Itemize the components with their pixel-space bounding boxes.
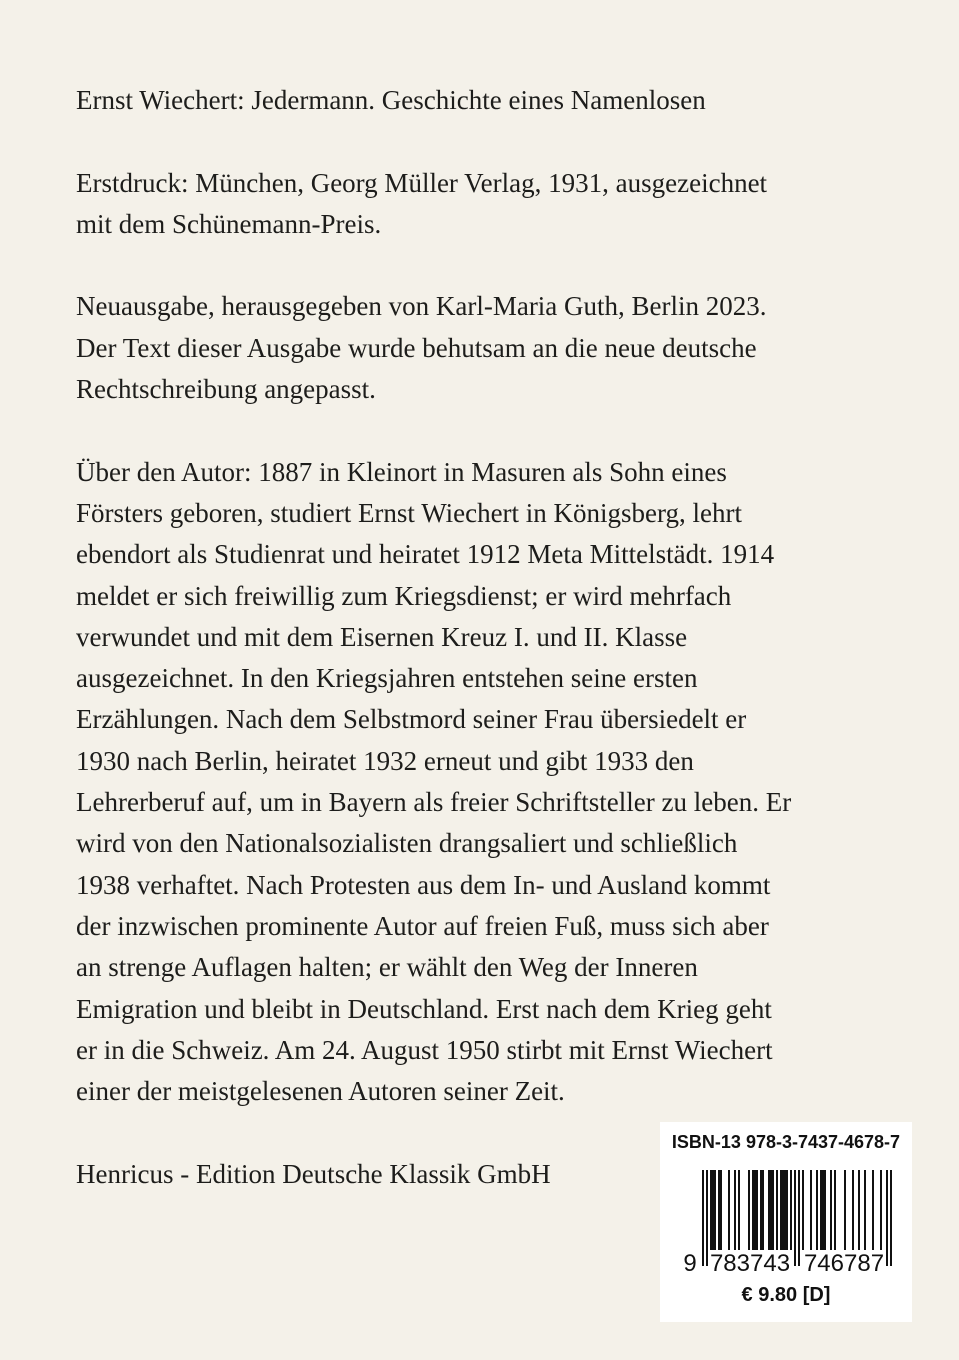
barcode-bar: [824, 1170, 826, 1250]
barcode-bar: [782, 1170, 784, 1250]
barcode-bar: [890, 1170, 892, 1266]
text-line: mit dem Schünemann-Preis.: [76, 208, 382, 239]
price-label: € 9.80 [D]: [741, 1284, 831, 1306]
barcode-bar: [790, 1170, 792, 1250]
text-line: meldet er sich freiwillig zum Kriegsdienst; er wird mehrfach: [76, 580, 732, 611]
barcode-bar: [802, 1170, 804, 1250]
barcode-bar: [712, 1170, 714, 1250]
text-line: an strenge Auflagen halten; er wählt den Weg der Inneren: [76, 952, 698, 983]
text-line: Försters geboren, studiert Ernst Wiechert in Königsberg, lehrt: [76, 497, 743, 528]
barcode-bar: [852, 1170, 854, 1250]
text-line: Lehrerberuf auf, um in Bayern als freier Schriftsteller zu leben. Er: [76, 787, 792, 818]
barcode-bar: [872, 1170, 874, 1250]
text-line: einer der meistgelesenen Autoren seiner Zeit.: [76, 1076, 565, 1107]
barcode-bar: [768, 1170, 770, 1250]
barcode-bar: [886, 1170, 888, 1266]
barcode-bar: [822, 1170, 824, 1250]
barcode-bar: [830, 1170, 832, 1250]
text-line: wird von den Nationalsozialisten drangsaliert und schließlich: [76, 828, 738, 859]
barcode-bar: [718, 1170, 720, 1250]
text-line: Über den Autor: 1887 in Kleinort in Masuren als Sohn eines: [76, 456, 727, 487]
paragraph: [76, 80, 791, 121]
barcode-bar: [780, 1170, 782, 1250]
barcode-bar: [706, 1170, 708, 1266]
barcode-bar: [794, 1170, 796, 1266]
barcode-digits: 783743: [709, 1250, 791, 1277]
barcode-bar: [844, 1170, 846, 1250]
barcode-bar: [710, 1170, 712, 1250]
barcode-bar: [784, 1170, 786, 1250]
barcode-bar: [772, 1170, 774, 1250]
text-line: Erzählungen. Nach dem Selbstmord seiner Frau übersiedelt er: [76, 704, 747, 735]
barcode-bar: [858, 1170, 860, 1250]
barcode-digits: 9: [683, 1250, 697, 1277]
text-line: Ernst Wiechert: Jedermann. Geschichte eines Namenlosen: [76, 85, 706, 115]
text-line: Emigration und bleibt in Deutschland. Erst nach dem Krieg geht: [76, 993, 772, 1024]
barcode-digits: 746787: [803, 1250, 885, 1277]
text-line: ausgezeichnet. In den Kriegsjahren entstehen seine ersten: [76, 663, 698, 694]
barcode-bar: [834, 1170, 836, 1250]
back-cover-text: [76, 80, 791, 1236]
text-line: er in die Schweiz. Am 24. August 1950 stirbt mit Ernst Wiechert: [76, 1034, 773, 1065]
text-line: Rechtschreibung angepasst.: [76, 374, 376, 405]
text-line: verwundet und mit dem Eisernen Kreuz I. und II. Klasse: [76, 621, 688, 652]
text-line: Der Text dieser Ausgabe wurde behutsam an die neue deutsche: [76, 332, 757, 363]
ean13-barcode: [680, 1170, 894, 1282]
barcode-bar: [728, 1170, 730, 1250]
barcode-bar: [748, 1170, 750, 1250]
text-line: 1938 verhaftet. Nach Protesten aus dem In- und Ausland kommt: [76, 869, 771, 900]
barcode-bar: [770, 1170, 772, 1250]
barcode-bar: [752, 1170, 754, 1250]
text-line: Erstdruck: München, Georg Müller Verlag, 1931, ausgezeichnet: [76, 167, 768, 198]
barcode-bar: [864, 1170, 866, 1250]
text-line: Henricus - Edition Deutsche Klassik GmbH: [76, 1158, 551, 1189]
barcode-bar: [734, 1170, 736, 1250]
barcode-bar: [816, 1170, 818, 1250]
barcode-bar: [756, 1170, 758, 1250]
barcode-bar: [880, 1170, 882, 1250]
barcode-bar: [820, 1170, 822, 1250]
paragraph: [76, 286, 791, 410]
barcode-bar: [798, 1170, 800, 1266]
text-line: ebendort als Studienrat und heiratet 1912 Meta Mittelstädt. 1914: [76, 539, 775, 570]
barcode-bar: [776, 1170, 778, 1250]
barcode-bar: [762, 1170, 764, 1250]
barcode-bar: [760, 1170, 762, 1250]
barcode-bar: [702, 1170, 704, 1266]
barcode-bar: [786, 1170, 788, 1250]
paragraph: [76, 163, 791, 246]
barcode-bar: [720, 1170, 722, 1250]
text-line: der inzwischen prominente Autor auf freien Fuß, muss sich aber: [76, 910, 769, 941]
isbn-label: ISBN-13 978-3-7437-4678-7: [671, 1132, 901, 1152]
paragraph: [76, 452, 791, 1113]
barcode-label: [660, 1122, 912, 1322]
barcode-bar: [714, 1170, 716, 1250]
barcode-bar: [810, 1170, 812, 1250]
text-line: Neuausgabe, herausgegeben von Karl-Maria Guth, Berlin 2023.: [76, 291, 767, 322]
text-line: 1930 nach Berlin, heiratet 1932 erneut und gibt 1933 den: [76, 745, 694, 776]
barcode-bar: [738, 1170, 740, 1250]
barcode-bar: [754, 1170, 756, 1250]
